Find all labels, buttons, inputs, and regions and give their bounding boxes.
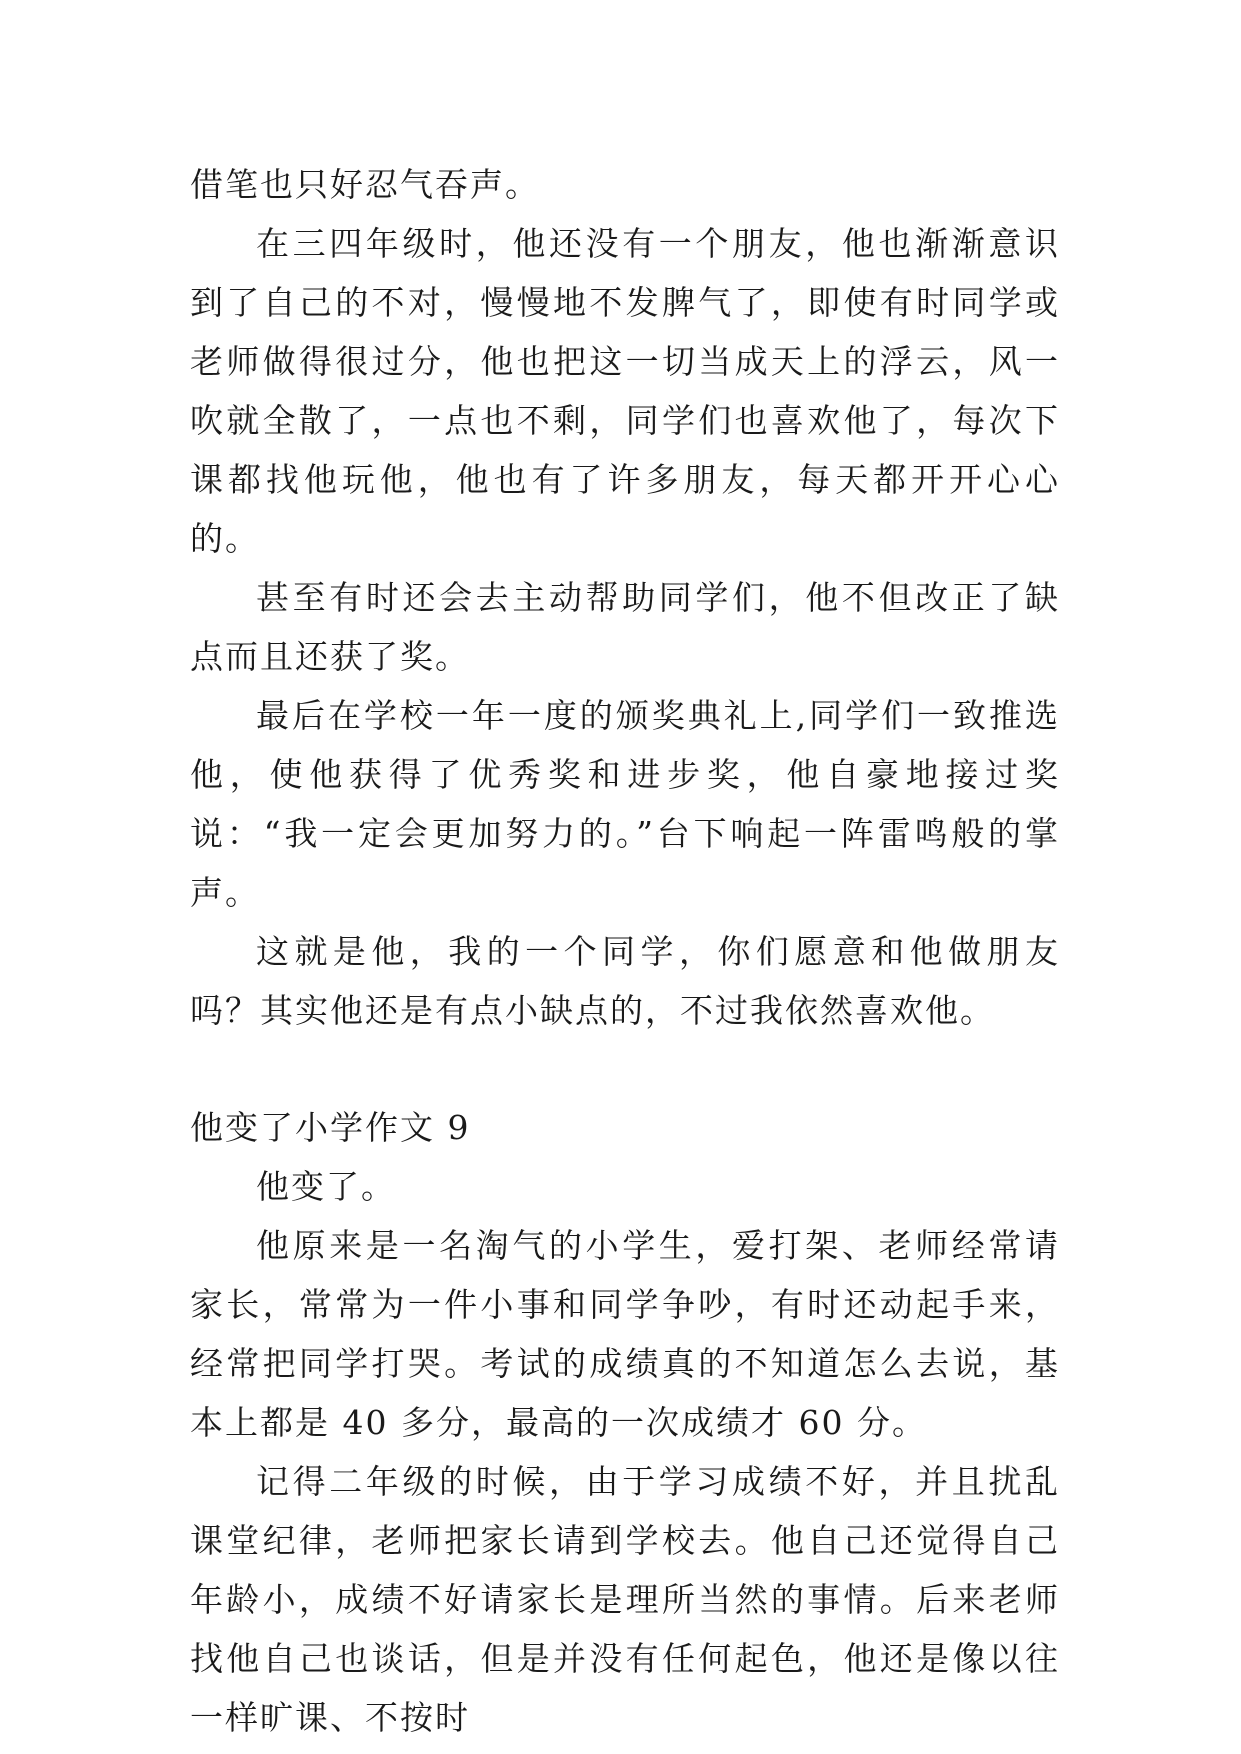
paragraph-continuation: 借笔也只好忍气吞声。 <box>190 165 540 204</box>
paragraph: 他原来是一名淘气的小学生，爱打架、老师经常请家长，常常为一件小事和同学争吵，有时还动起手来，经常把同学打哭。考试的成绩真的不知道怎么去说，基本上都是 40 多分，最高的一次成绩才 60 分。 <box>190 1226 1060 1442</box>
paragraph: 记得二年级的时候，由于学习成绩不好，并且扰乱课堂纪律，老师把家长请到学校去。他自己还觉得自己年龄小，成绩不好请家长是理所当然的事情。后来老师找他自己也谈话，但是并没有任何起色，他还是像以往一样旷课、不按时 <box>190 1462 1060 1737</box>
paragraph: 他变了。 <box>256 1167 396 1206</box>
section-title: 他变了小学作文 9 <box>190 1108 471 1147</box>
paragraph: 这就是他，我的一个同学，你们愿意和他做朋友吗？其实他还是有点小缺点的，不过我依然喜欢他。 <box>190 932 1060 1030</box>
paragraph: 最后在学校一年一度的颁奖典礼上,同学们一致推选他，使他获得了优秀奖和进步奖，他自豪地接过奖说：“我一定会更加努力的。”台下响起一阵雷鸣般的掌声。 <box>190 696 1060 912</box>
paragraph: 甚至有时还会去主动帮助同学们，他不但改正了缺点而且还获了奖。 <box>190 578 1060 676</box>
document-body <box>190 155 1060 1747</box>
paragraph: 在三四年级时，他还没有一个朋友，他也渐渐意识到了自己的不对，慢慢地不发脾气了，即使有时同学或老师做得很过分，他也把这一切当成天上的浮云，风一吹就全散了，一点也不剩，同学们也喜欢他了，每次下课都找他玩他，他也有了许多朋友，每天都开开心心的。 <box>190 224 1060 558</box>
